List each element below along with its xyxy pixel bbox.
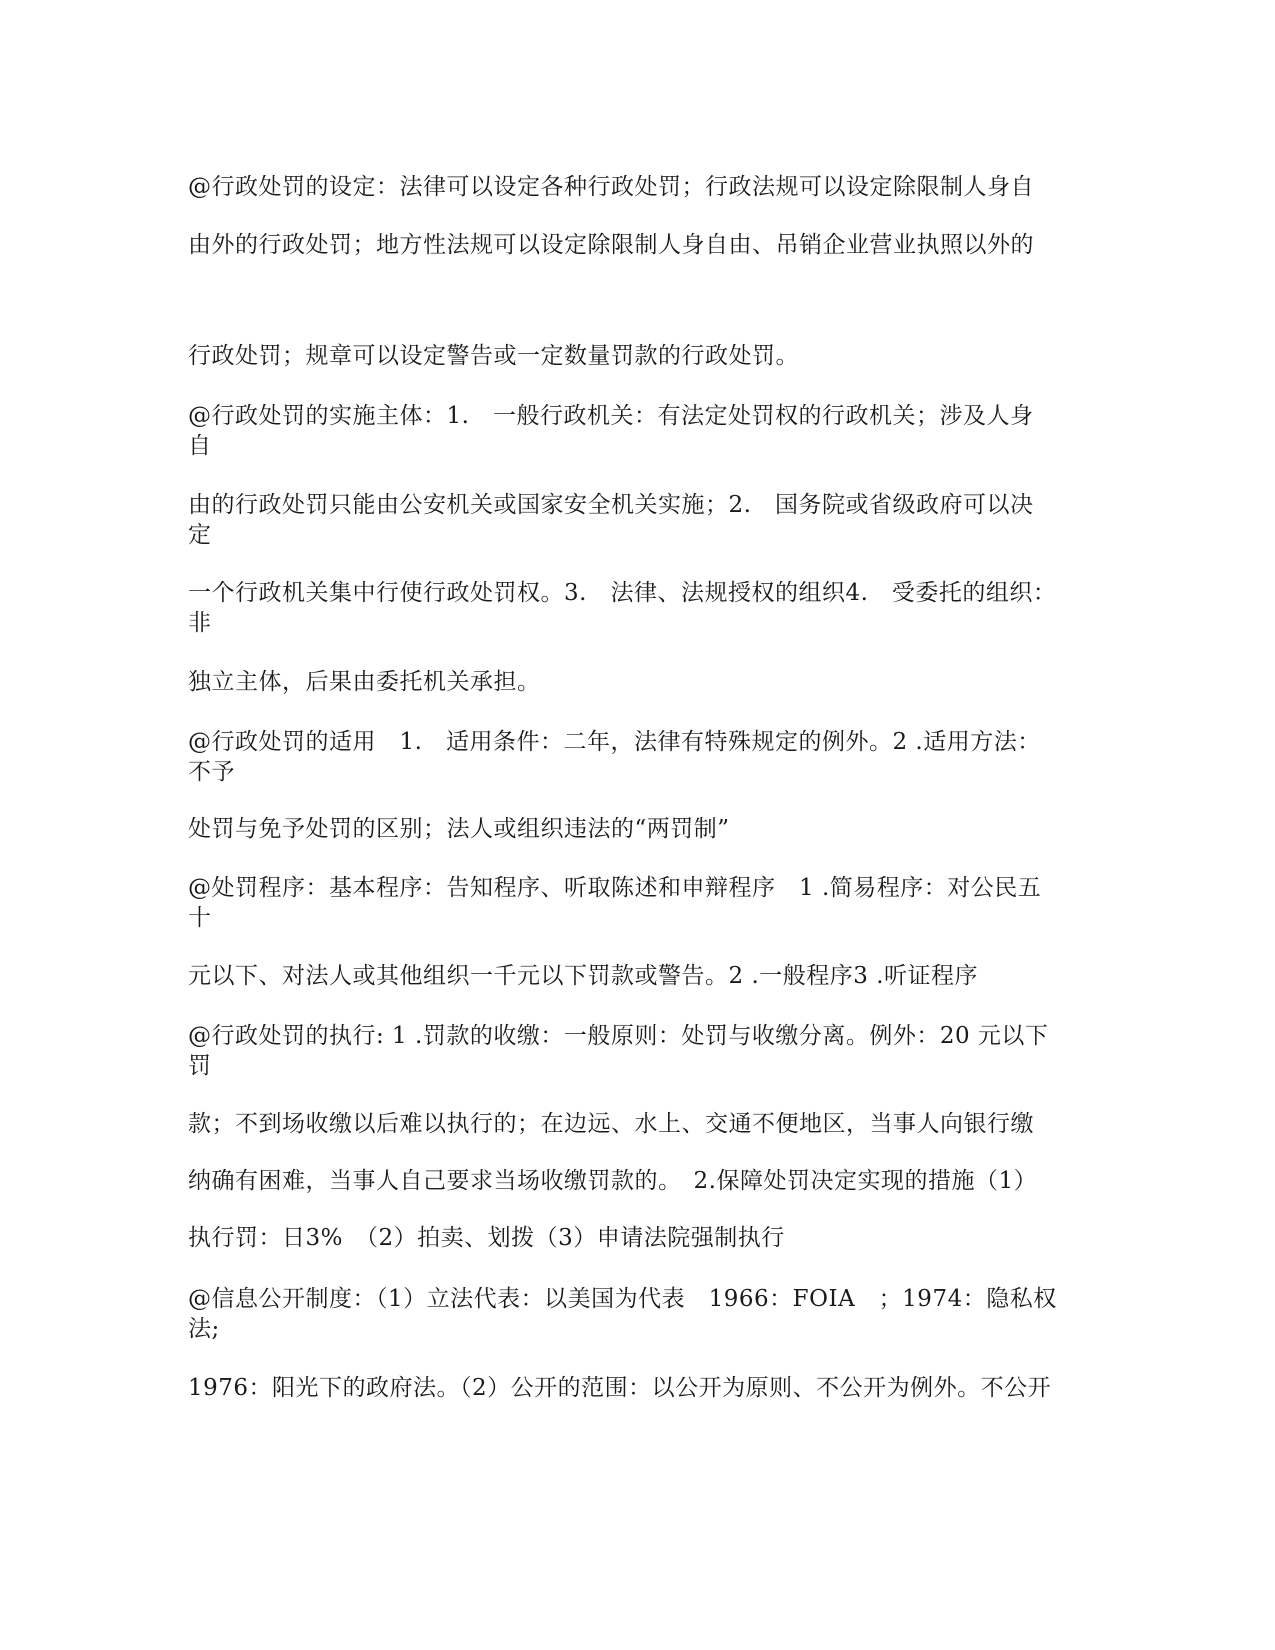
paragraph-line: @行政处罚的设定：法律可以设定各种行政处罚；行政法规可以设定除限制人身自: [188, 174, 1034, 200]
wrapped-char: 法;: [188, 1316, 220, 1342]
wrapped-char: 罚: [188, 1053, 212, 1079]
paragraph-line: 款；不到场收缴以后难以执行的；在边远、水上、交通不便地区，当事人向银行缴: [188, 1111, 1034, 1137]
paragraph-line: @处罚程序：基本程序：告知程序、听取陈述和申辩程序 1 .简易程序：对公民五: [188, 875, 1042, 901]
paragraph-line: 行政处罚；规章可以设定警告或一定数量罚款的行政处罚。: [188, 343, 799, 369]
wrapped-char: 非: [188, 610, 212, 636]
paragraph-line: 纳确有困难，当事人自己要求当场收缴罚款的。 2.保障处罚决定实现的措施（1）: [188, 1168, 1038, 1194]
paragraph-line: @行政处罚的适用 1. 适用条件：二年，法律有特殊规定的例外。2 .适用方法：: [188, 729, 1041, 755]
paragraph-line: 1976：阳光下的政府法。（2）公开的范围：以公开为原则、不公开为例外。不公开: [188, 1375, 1052, 1401]
wrapped-char: 自: [188, 433, 212, 459]
paragraph-line: 独立主体，后果由委托机关承担。: [188, 669, 541, 695]
paragraph-line: 元以下、对法人或其他组织一千元以下罚款或警告。2 .一般程序3 .听证程序: [188, 963, 979, 989]
paragraph-line: 由的行政处罚只能由公安机关或国家安全机关实施；2. 国务院或省级政府可以决: [188, 492, 1034, 518]
wrapped-char: 不予: [188, 759, 235, 785]
paragraph-line: @行政处罚的执行: 1 .罚款的收缴：一般原则：处罚与收缴分离。例外：20 元以下: [188, 1023, 1049, 1049]
paragraph-line: @信息公开制度：（1）立法代表：以美国为代表 1966：FOIA ；1974：隐私权: [188, 1286, 1057, 1312]
wrapped-char: 十: [188, 905, 212, 931]
paragraph-line: 由外的行政处罚；地方性法规可以设定除限制人身自由、吊销企业营业执照以外的: [188, 232, 1034, 258]
wrapped-char: 定: [188, 522, 212, 548]
paragraph-line: @行政处罚的实施主体：1. 一般行政机关：有法定处罚权的行政机关；涉及人身: [188, 403, 1034, 429]
paragraph-line: 处罚与免予处罚的区别；法人或组织违法的“两罚制”: [188, 816, 730, 842]
paragraph-line: 一个行政机关集中行使行政处罚权。3. 法律、法规授权的组织4. 受委托的组织：: [188, 580, 1057, 606]
paragraph-line: 执行罚：日3% （2）拍卖、划拨（3）申请法院强制执行: [188, 1225, 785, 1251]
